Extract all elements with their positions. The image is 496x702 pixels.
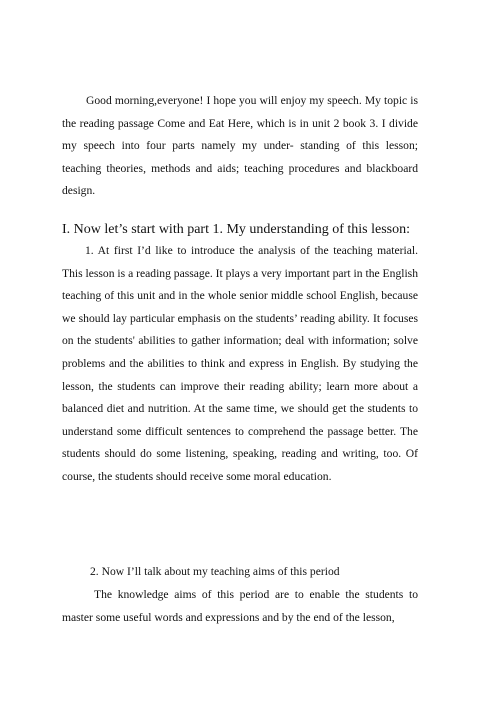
body-paragraph-2: The knowledge aims of this period are to enable the students to master some useful words and expressions and by the end of the lesson, (62, 588, 418, 624)
intro-paragraph: Good morning,everyone! I hope you will enjoy my speech. My topic is the reading passage Come and Eat Here, which is in unit 2 book 3. I divide my speech into four parts namely my under- standing of this lesson; teaching theories, methods and aids; teaching procedures and blackboard design. (62, 94, 418, 198)
subheading-teaching-aims: 2. Now I’ll talk about my teaching aims of this period (90, 565, 340, 578)
section-heading: I. Now let’s start with part 1. My understanding of this lesson: (62, 222, 411, 237)
body-paragraph-1: 1. At first I’d like to introduce the analysis of the teaching material. This lesson is a reading passage. It plays a very important part in the English teaching of this unit and in the whole senior middle school English, because we should lay particular emphasis on the students’ reading ability. It focuses on the students' abilities to gather information; deal with information; solve problems and the abilities to think and express in English. By studying the lesson, the students can improve their reading ability; learn more about a balanced diet and nutrition. At the same time, we should get the students to understand some difficult sentences to comprehend the passage better. The students should do some listening, speaking, reading and writing, too. Of course, the students should receive some moral education. (62, 244, 418, 483)
